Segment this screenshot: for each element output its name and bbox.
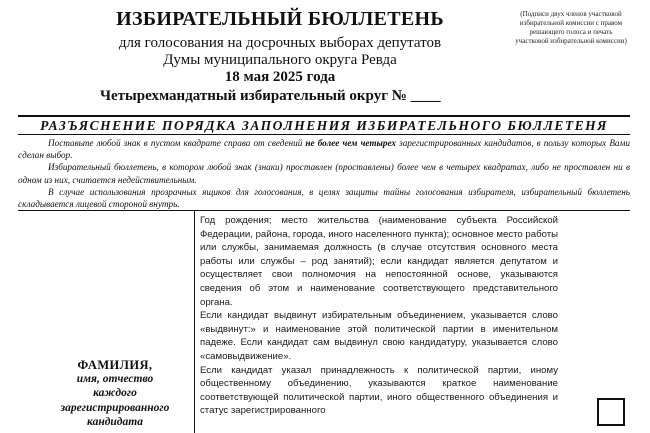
candidate-info-paragraph-3: Если кандидат указал принадлежность к политической партии, иному общественному объединению, указываются краткое наименование соответствующей политической партии, иного общественного объединения и статус зарегистрированного	[200, 364, 558, 417]
explanation-paragraph-3: В случае использования прозрачных ящиков для голосования, в целях защиты тайны голосования избирателя, избирательный бюллетень складывается лицевой стороной внутрь.	[18, 186, 630, 210]
ballot-subtitle-line2: Думы муниципального округа Ревда	[163, 52, 397, 68]
ballot-title: ИЗБИРАТЕЛЬНЫЙ БЮЛЛЕТЕНЬ	[116, 8, 444, 30]
max-candidates-emphasis: не более чем четырех	[305, 138, 397, 148]
explanation-paragraph-1: Поставьте любой знак в пустом квадрате справа от сведений не более чем четырех зарегистрированных кандидатов, в пользу которых Вами сделан выбор.	[18, 138, 630, 161]
election-date: 18 мая 2025 года	[224, 69, 336, 85]
column-divider	[194, 211, 195, 433]
candidate-info-paragraph-2: Если кандидат выдвинут избирательным объединением, указывается слово «выдвинут:» и наименование этой политической партии в именительном падеже. Если кандидат сам выдвинул свою кандидатуру, указывается слово «самовыдвижение».	[200, 310, 558, 362]
candidate-name-label: ФАМИЛИЯ, имя, отчество каждого зарегистрированного кандидата	[60, 358, 170, 428]
candidate-info-paragraph-1: Год рождения; место жительства (наименование субъекта Российской Федерации, района, города, иного населенного пункта); основное место работы или службы, занимаемая должность (в случае отсутствия основного места работы или службы – род занятий); если кандидат является депутатом и осуществляет свои полномочия на непостоянной основе, указываются сведения об этом и наименование соответствующего представительного органа.	[200, 215, 558, 308]
commission-signatures-note: (Подписи двух членов участковой избирательной комиссии с правом решающего голоса и печать участковой избирательной комиссии)	[515, 10, 627, 45]
electoral-district: Четырехмандатный избирательный округ № ____	[100, 88, 441, 104]
explanation-title: РАЗЪЯСНЕНИЕ ПОРЯДКА ЗАПОЛНЕНИЯ ИЗБИРАТЕЛЬНОГО БЮЛЛЕТЕНЯ	[18, 115, 630, 135]
explanation-divider	[18, 210, 630, 211]
ballot-subtitle-line1: для голосования на досрочных выборах депутатов	[118, 35, 442, 51]
explanation-text	[18, 137, 630, 210]
vote-checkbox[interactable]	[597, 398, 625, 426]
candidate-info-text	[200, 214, 558, 418]
explanation-section	[18, 115, 630, 215]
explanation-paragraph-2: Избирательный бюллетень, в котором любой знак (знаки) проставлен (проставлены) более чем в четырех квадратах, либо не проставлен ни в одном из них, считается недействительным.	[18, 162, 630, 185]
